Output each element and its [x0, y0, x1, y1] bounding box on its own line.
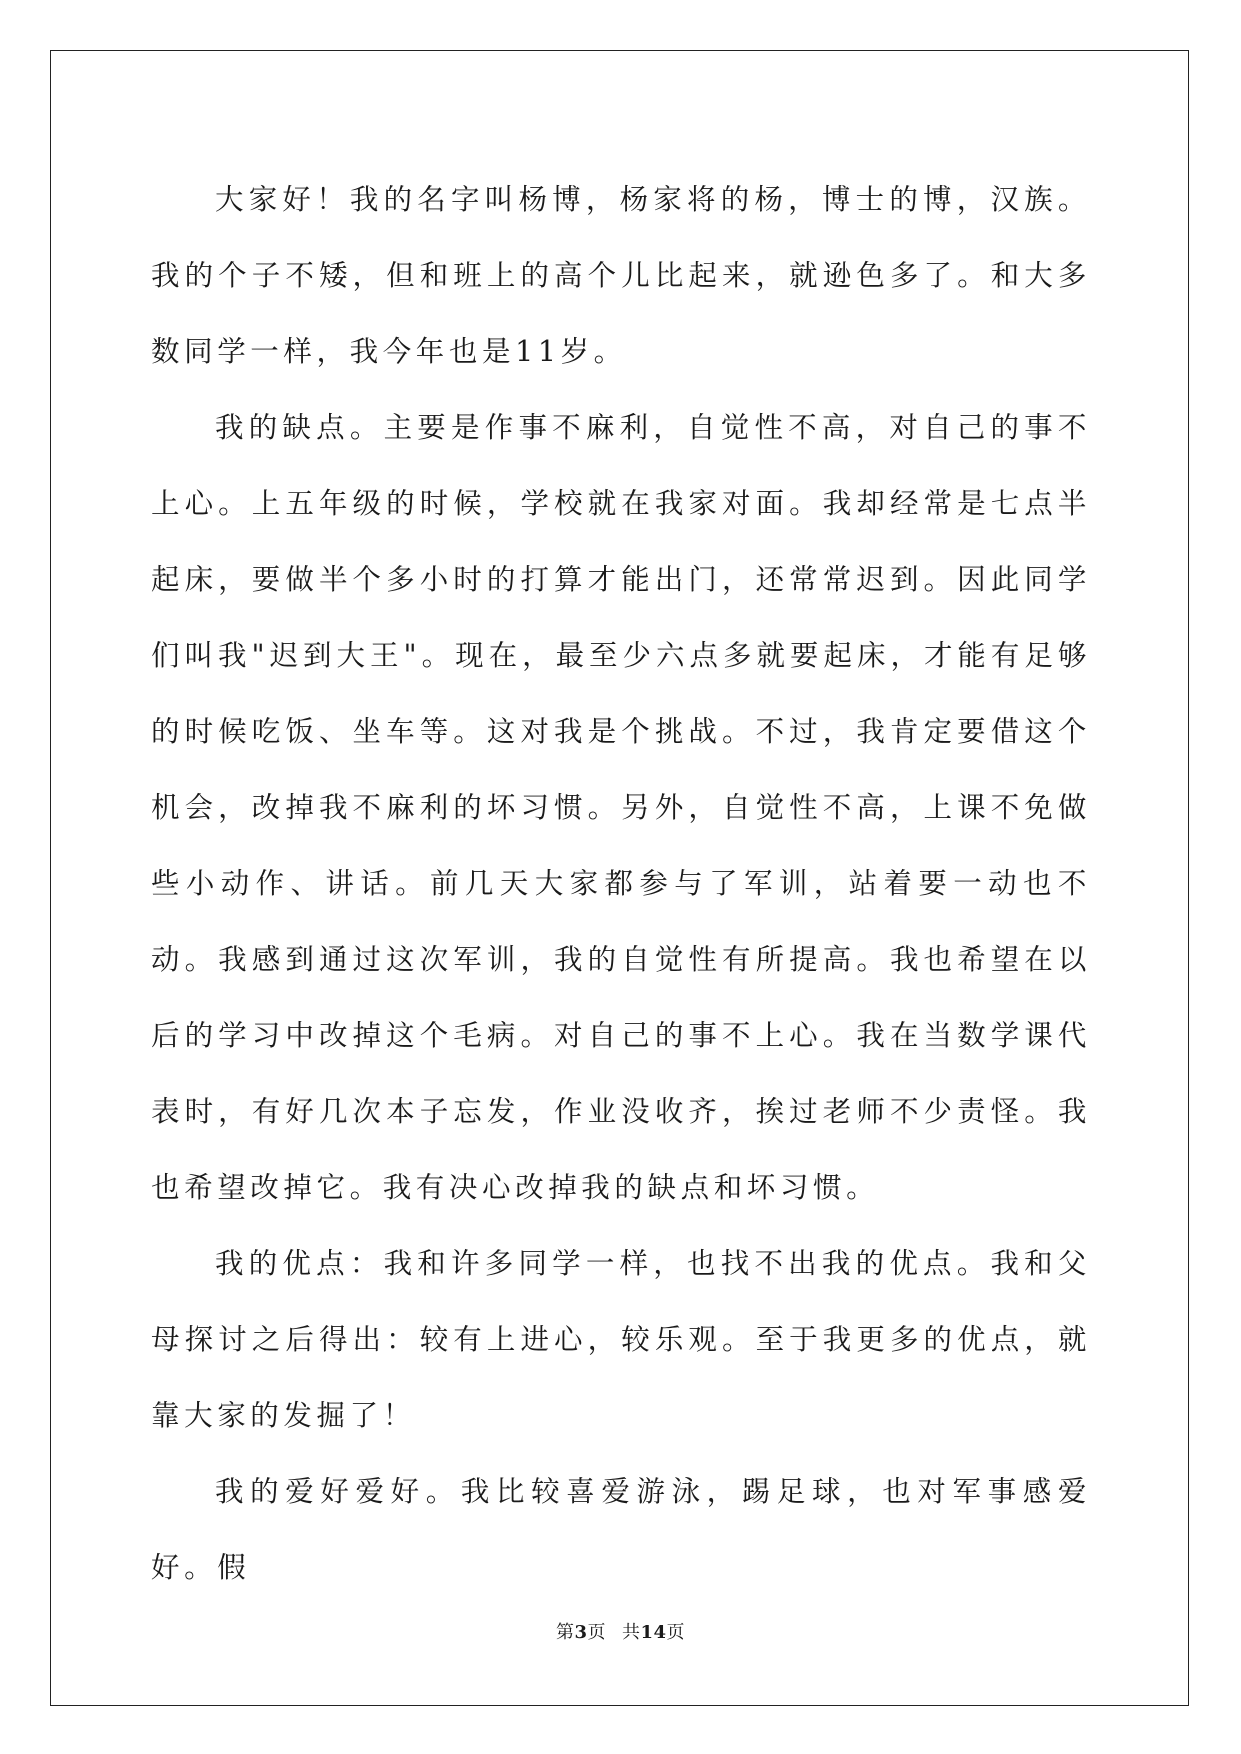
total-pages: 14 [640, 1622, 667, 1643]
total-suffix: 页 [666, 1622, 686, 1643]
page-footer [0, 1618, 1241, 1644]
paragraph-intro: 大家好！我的名字叫杨博，杨家将的杨，博士的博，汉族。我的个子不矮，但和班上的高个儿比起来，就逊色多了。和大多数同学一样，我今年也是11岁。 [151, 183, 1091, 368]
page-prefix: 第 [555, 1622, 575, 1643]
document-body [151, 162, 1091, 1606]
page-suffix: 页 [587, 1622, 606, 1643]
paragraph-shortcomings: 我的缺点。主要是作事不麻利，自觉性不高，对自己的事不上心。上五年级的时候，学校就在我家对面。我却经常是七点半起床，要做半个多小时的打算才能出门，还常常迟到。因此同学们叫我"迟到大王"。现在，最至少六点多就要起床，才能有足够的时候吃饭、坐车等。这对我是个挑战。不过，我肯定要借这个机会，改掉我不麻利的坏习惯。另外，自觉性不高，上课不免做些小动作、讲话。前几天大家都参与了军训，站着要一动也不动。我感到通过这次军训，我的自觉性有所提高。我也希望在以后的学习中改掉这个毛病。对自己的事不上心。我在当数学课代表时，有好几次本子忘发，作业没收齐，挨过老师不少责怪。我也希望改掉它。我有决心改掉我的缺点和坏习惯。 [151, 411, 1091, 1204]
paragraph-strengths: 我的优点：我和许多同学一样，也找不出我的优点。我和父母探讨之后得出：较有上进心，较乐观。至于我更多的优点，就靠大家的发掘了！ [151, 1247, 1091, 1432]
page-number: 3 [574, 1622, 588, 1643]
paragraph-hobbies: 我的爱好爱好。我比较喜爱游泳，踢足球，也对军事感爱好。假 [151, 1475, 1091, 1584]
total-prefix: 共 [621, 1622, 641, 1643]
